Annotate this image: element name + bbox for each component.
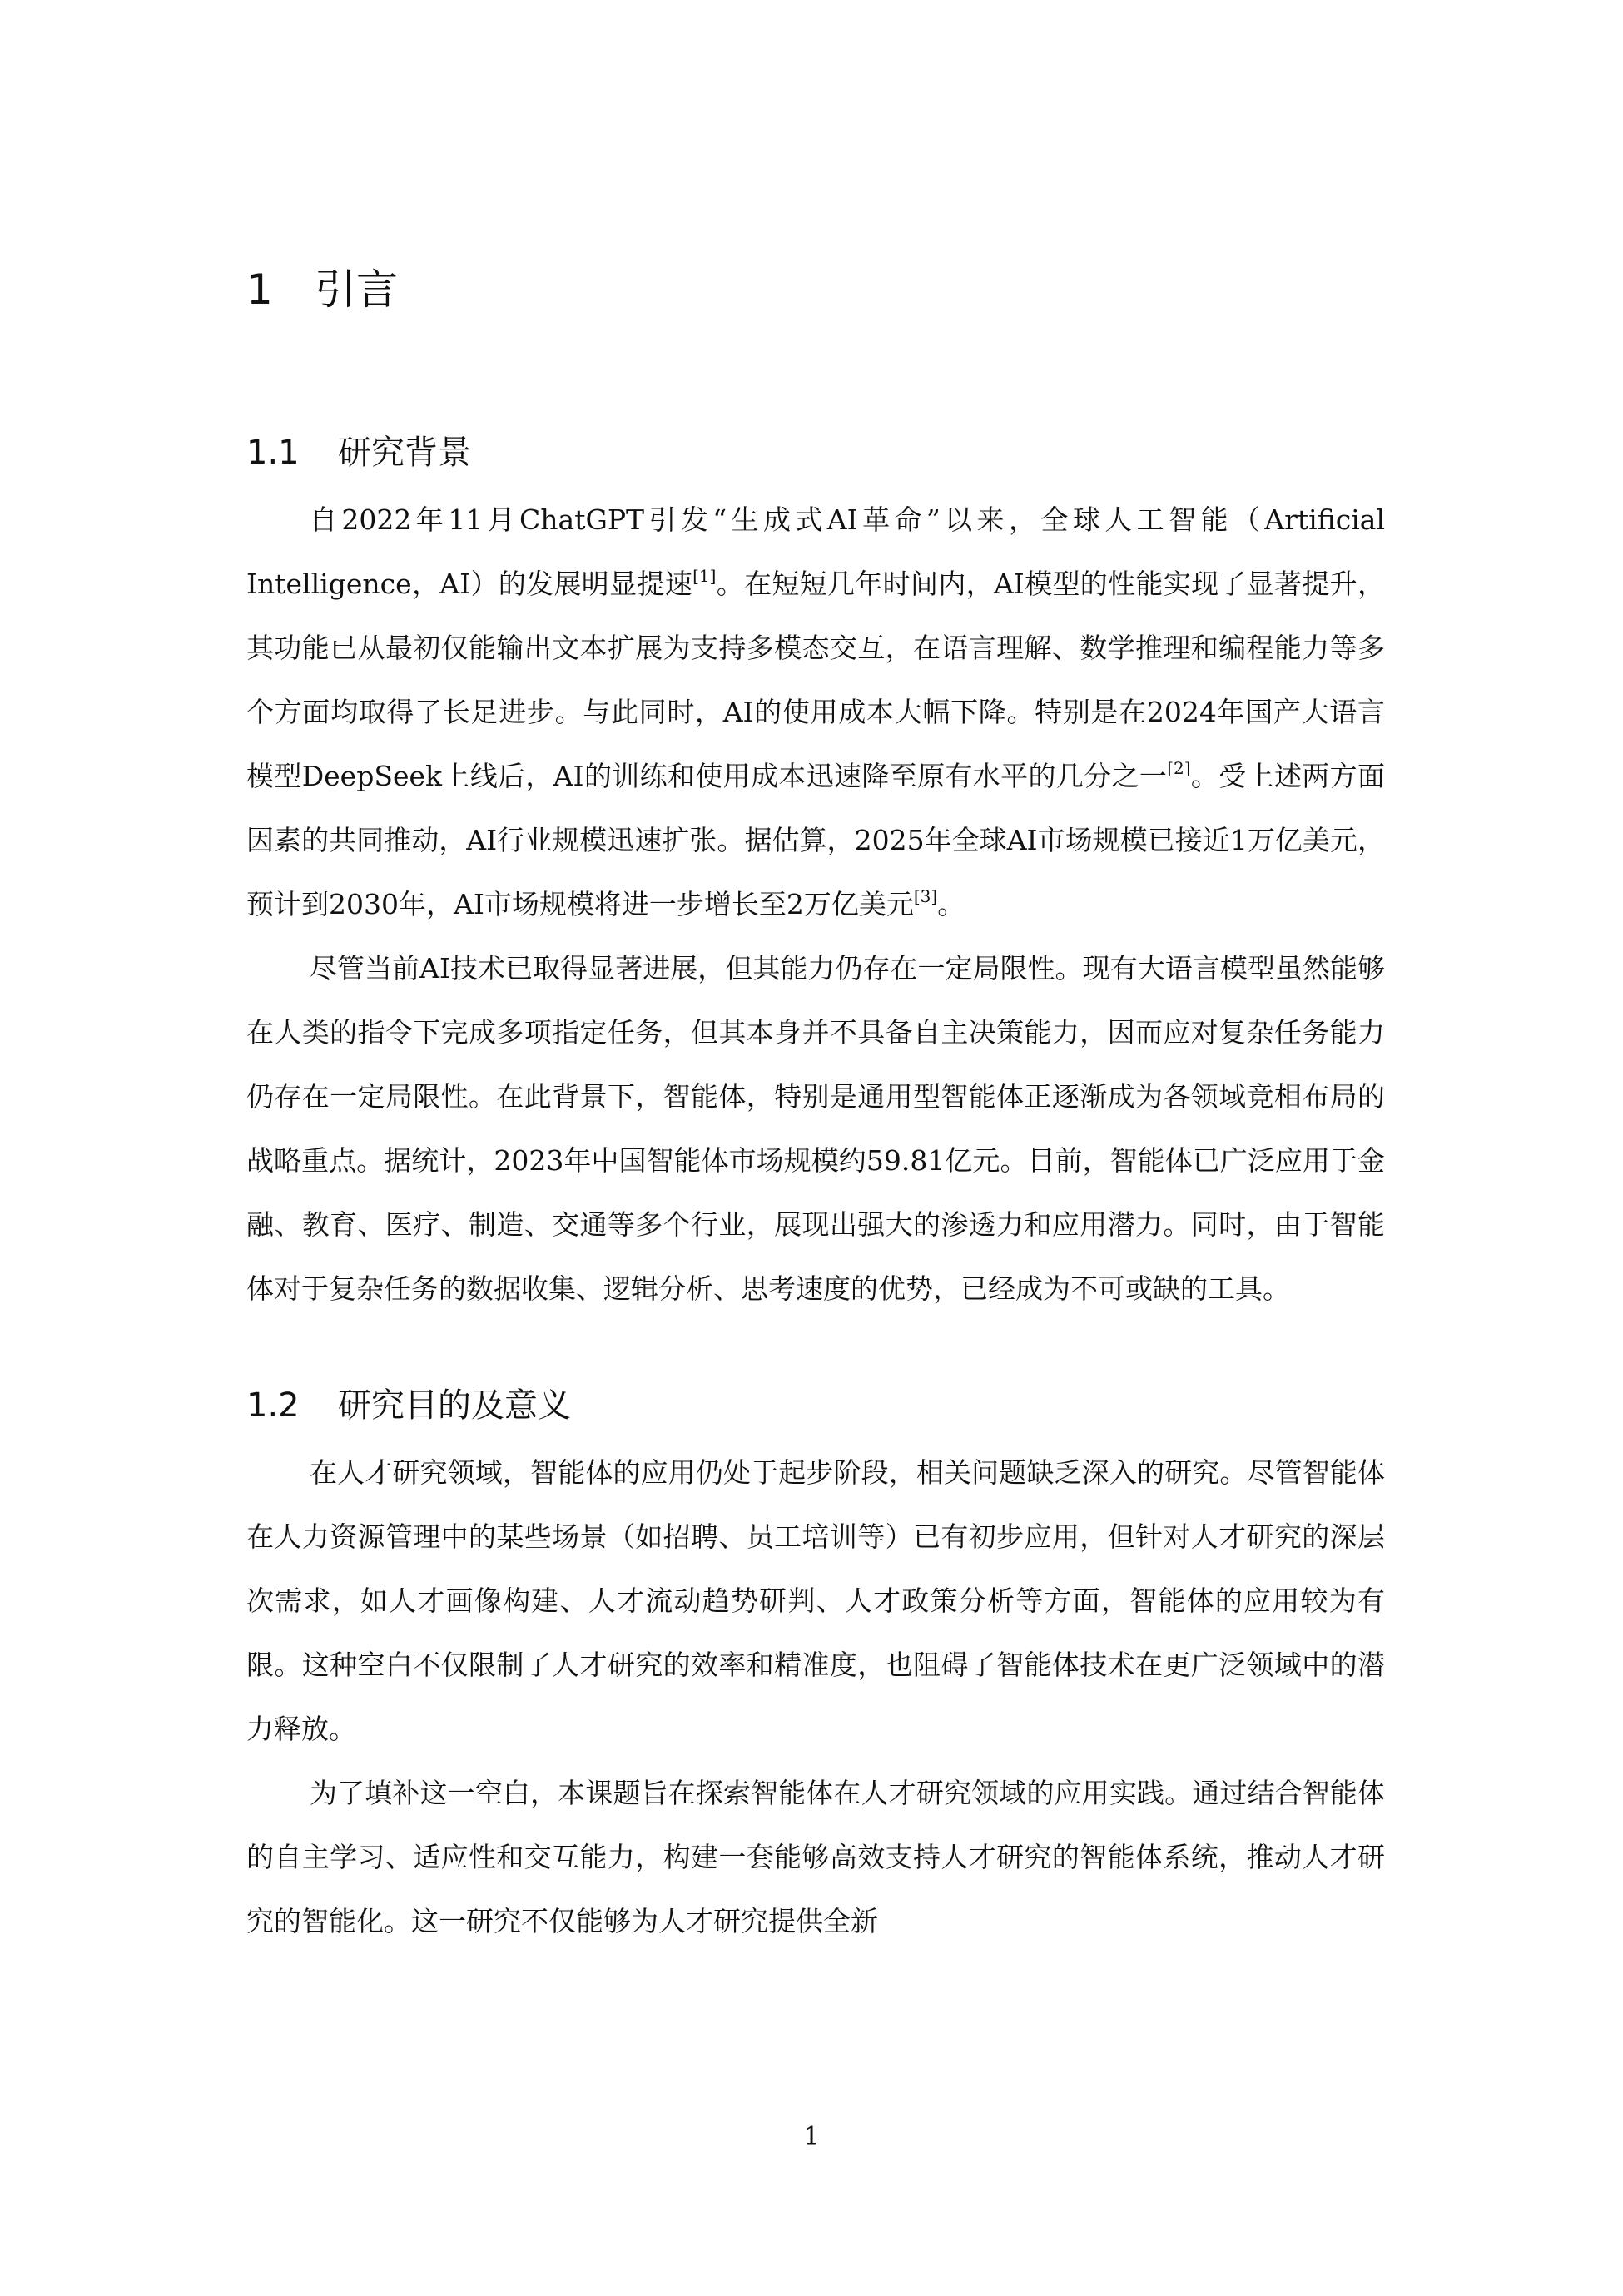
page-content xyxy=(246,260,1385,1953)
paragraph-text: 尽管当前AI技术已取得显著进展，但其能力仍存在一定局限性。现有大语言模型虽然能够在人类的指令下完成多项指定任务，但其本身并不具备自主决策能力，因而应对复杂任务能力仍存在一定局限性。在此背景下，智能体，特别是通用型智能体正逐渐成为各领域竞相布局的战略重点。据统计，2023年中国智能体市场规模约59.81亿元。目前，智能体已广泛应用于金融、教育、医疗、制造、交通等多个行业，展现出强大的渗透力和应用潜力。同时，由于智能体对于复杂任务的数据收集、逻辑分析、思考速度的优势，已经成为不可或缺的工具。 xyxy=(246,952,1385,1305)
citation-mark: [1] xyxy=(692,566,717,586)
page-number: 1 xyxy=(803,2122,820,2151)
paragraph xyxy=(246,1761,1385,1953)
section-1-2 xyxy=(246,1379,1385,1953)
paragraph-text: 。 xyxy=(937,888,965,920)
citation-mark: [2] xyxy=(1167,758,1191,778)
paragraph-text: 。受上述两方面因素的共同推动，AI行业规模迅速扩张。据估算，2025年全球AI市场规模已接近1万亿美元，预计到2030年，AI市场规模将进一步增长至2万亿美元 xyxy=(246,760,1386,920)
section-1-1 xyxy=(246,426,1385,1321)
section-heading xyxy=(246,1379,1385,1432)
section-number: 1.1 xyxy=(246,434,300,472)
chapter-heading xyxy=(246,260,1385,320)
section-title: 研究背景 xyxy=(338,434,471,472)
section-title: 研究目的及意义 xyxy=(338,1386,571,1425)
chapter-number: 1 xyxy=(246,265,273,314)
chapter-title: 引言 xyxy=(315,265,398,314)
paragraph-text: 为了填补这一空白，本课题旨在探索智能体在人才研究领域的应用实践。通过结合智能体的自主学习、适应性和交互能力，构建一套能够高效支持人才研究的智能体系统，推动人才研究的智能化。这一研究不仅能够为人才研究提供全新 xyxy=(246,1777,1385,1937)
paragraph-text: 。在短短几年时间内，AI模型的性能实现了显著提升，其功能已从最初仅能输出文本扩展为支持多模态交互，在语言理解、数学推理和编程能力等多个方面均取得了长足进步。与此同时，AI的使用成本大幅下降。特别是在2024年国产大语言模型DeepSeek上线后，AI的训练和使用成本迅速降至原有水平的几分之一 xyxy=(246,568,1386,792)
paragraph xyxy=(246,936,1385,1321)
paragraph xyxy=(246,1441,1385,1761)
paragraph-text: 自2022年11月ChatGPT引发“生成式AI革命”以来，全球人工智能（Artificial Intelligence，AI）的发展明显提速 xyxy=(246,503,1385,600)
section-spacer xyxy=(246,1321,1385,1379)
paragraph xyxy=(246,488,1385,936)
paragraph-text: 在人才研究领域，智能体的应用仍处于起步阶段，相关问题缺乏深入的研究。尽管智能体在人力资源管理中的某些场景（如招聘、员工培训等）已有初步应用，但针对人才研究的深层次需求，如人才画像构建、人才流动趋势研判、人才政策分析等方面，智能体的应用较为有限。这种空白不仅限制了人才研究的效率和精准度，也阻碍了智能体技术在更广泛领域中的潜力释放。 xyxy=(246,1456,1385,1745)
section-heading xyxy=(246,426,1385,479)
citation-mark: [3] xyxy=(913,886,938,906)
section-number: 1.2 xyxy=(246,1386,300,1425)
